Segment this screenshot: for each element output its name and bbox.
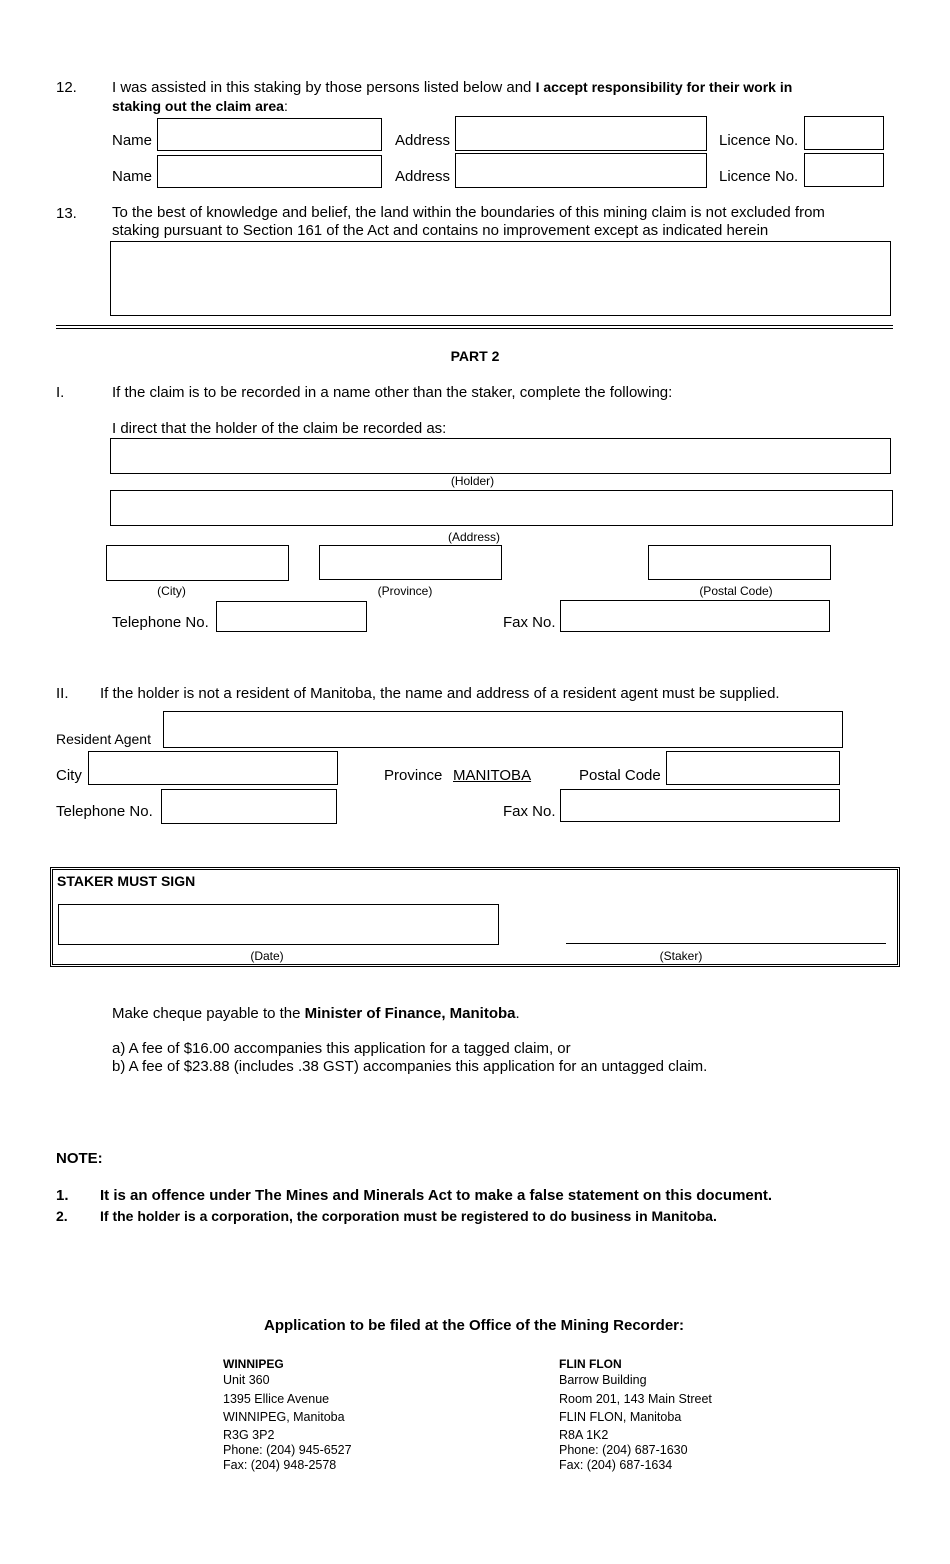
holder-telephone-label: Telephone No. [112, 614, 209, 631]
assistant-1-licence-label: Licence No. [719, 132, 799, 149]
item-13-number: 13. [56, 205, 77, 222]
flin-flon-office-line: Barrow Building [559, 1373, 647, 1387]
resident-agent-field[interactable] [163, 711, 843, 748]
item-12-text: I was assisted in this staking by those persons listed below and I accept responsibility for their work in [112, 79, 793, 96]
assistant-1-address-field[interactable] [455, 116, 707, 151]
agent-telephone-label: Telephone No. [56, 803, 153, 820]
winnipeg-office-phone: Phone: (204) 945-6527 [223, 1443, 352, 1457]
winnipeg-office-line: R3G 3P2 [223, 1428, 275, 1442]
improvements-field[interactable] [110, 241, 891, 316]
flin-flon-office-line: R8A 1K2 [559, 1428, 609, 1442]
fee-a-text: a) A fee of $16.00 accompanies this application for a tagged claim, or [112, 1040, 571, 1057]
holder-fax-label: Fax No. [503, 614, 556, 631]
winnipeg-office-fax: Fax: (204) 948-2578 [223, 1458, 337, 1472]
note-title: NOTE: [56, 1150, 103, 1167]
province-field[interactable] [319, 545, 502, 580]
note-1-number: 1. [56, 1187, 69, 1204]
date-caption: (Date) [250, 949, 284, 963]
assistant-1-address-label: Address [395, 132, 451, 149]
staker-signature-line[interactable] [566, 943, 886, 944]
winnipeg-office-line: WINNIPEG, Manitoba [223, 1410, 345, 1424]
item-12-number: 12. [56, 79, 77, 96]
date-field[interactable] [58, 904, 499, 945]
cheque-payable-text: Make cheque payable to the Minister of Finance, Manitoba. [112, 1005, 520, 1022]
holder-fax-field[interactable] [560, 600, 830, 632]
item-13-line-1: To the best of knowledge and belief, the land within the boundaries of this mining claim is not excluded from [112, 204, 825, 221]
section-1-number: I. [56, 384, 65, 401]
winnipeg-office-line: Unit 360 [223, 1373, 270, 1387]
item-12-text-2: staking out the claim area: [112, 98, 288, 114]
assistant-1-licence-field[interactable] [804, 116, 884, 150]
flin-flon-office-line: FLIN FLON, Manitoba [559, 1410, 682, 1424]
agent-city-label: City [56, 767, 82, 784]
agent-province-value: MANITOBA [453, 767, 532, 784]
assistant-1-name-label: Name [112, 132, 153, 149]
city-caption: (City) [157, 584, 186, 598]
flin-flon-office [559, 1356, 712, 1473]
staker-sign-title: STAKER MUST SIGN [57, 873, 196, 889]
address-field[interactable] [110, 490, 893, 526]
agent-postal-field[interactable] [666, 751, 840, 785]
assistant-2-licence-label: Licence No. [719, 168, 799, 185]
province-caption: (Province) [377, 584, 433, 598]
separator-line [56, 325, 893, 326]
part-2-title: PART 2 [450, 348, 500, 364]
city-field[interactable] [106, 545, 289, 581]
resident-agent-label: Resident Agent [56, 731, 151, 747]
holder-field[interactable] [110, 438, 891, 474]
agent-telephone-field[interactable] [161, 789, 337, 824]
winnipeg-office-line: 1395 Ellice Avenue [223, 1392, 330, 1406]
address-caption: (Address) [447, 530, 500, 544]
offices-title: Application to be filed at the Office of the Mining Recorder: [263, 1317, 684, 1334]
assistant-2-name-label: Name [112, 168, 153, 185]
holder-telephone-field[interactable] [216, 601, 367, 632]
flin-flon-office-fax: Fax: (204) 687-1634 [559, 1458, 673, 1472]
agent-postal-label: Postal Code [579, 767, 661, 784]
postal-code-field[interactable] [648, 545, 831, 580]
note-2-text: If the holder is a corporation, the corporation must be registered to do business in Manitoba. [100, 1208, 717, 1224]
section-1-text: If the claim is to be recorded in a name other than the staker, complete the following: [112, 384, 673, 401]
assistant-2-address-field[interactable] [455, 153, 707, 188]
note-1-text: It is an offence under The Mines and Minerals Act to make a false statement on this document. [100, 1187, 773, 1204]
assistant-1-name-field[interactable] [157, 118, 382, 151]
separator-line [56, 328, 893, 329]
assistant-2-licence-field[interactable] [804, 153, 884, 187]
agent-city-field[interactable] [88, 751, 338, 785]
winnipeg-office-name: WINNIPEG [223, 1357, 284, 1371]
staker-sign-box [50, 867, 900, 967]
note-2-number: 2. [56, 1208, 68, 1224]
postal-code-caption: (Postal Code) [699, 584, 773, 598]
winnipeg-office [223, 1356, 352, 1473]
staker-caption: (Staker) [659, 949, 703, 963]
flin-flon-office-line: Room 201, 143 Main Street [559, 1392, 712, 1406]
section-2-number: II. [56, 685, 69, 702]
agent-fax-label: Fax No. [503, 803, 556, 820]
agent-province-label: Province [384, 767, 443, 784]
holder-caption: (Holder) [450, 474, 495, 488]
flin-flon-office-name: FLIN FLON [559, 1357, 622, 1371]
section-2-text: If the holder is not a resident of Manitoba, the name and address of a resident agent must be supplied. [100, 685, 780, 702]
assistant-2-name-field[interactable] [157, 155, 382, 188]
agent-fax-field[interactable] [560, 789, 840, 822]
fee-b-text: b) A fee of $23.88 (includes .38 GST) accompanies this application for an untagged claim. [112, 1058, 708, 1075]
direct-holder-text: I direct that the holder of the claim be recorded as: [112, 420, 447, 437]
assistant-2-address-label: Address [395, 168, 451, 185]
item-13-line-2: staking pursuant to Section 161 of the Act and contains no improvement except as indicated herein [112, 222, 769, 239]
flin-flon-office-phone: Phone: (204) 687-1630 [559, 1443, 688, 1457]
